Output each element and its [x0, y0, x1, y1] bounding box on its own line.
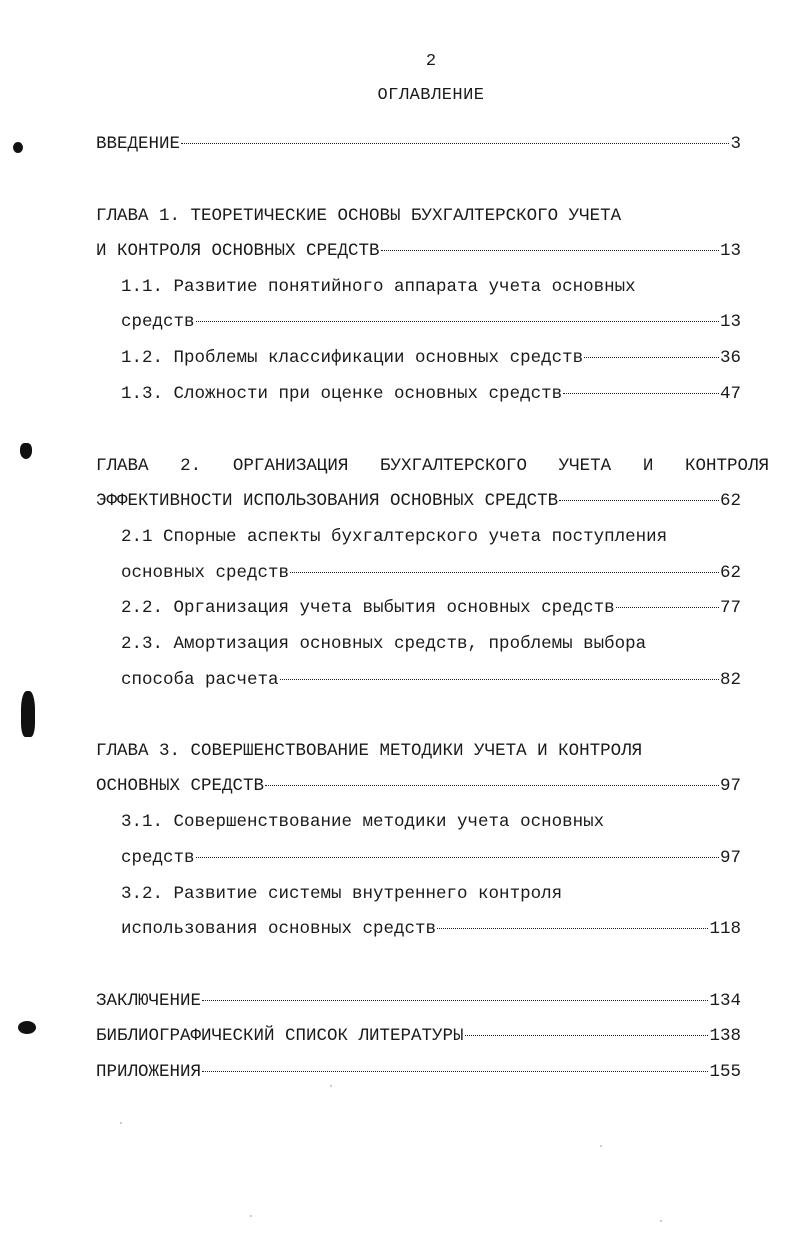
toc-leader-dots [202, 1071, 708, 1072]
scan-speck [330, 1085, 332, 1087]
toc-page-number: 13 [719, 312, 741, 332]
toc-leader-dots [381, 250, 719, 251]
toc-leader-dots [290, 572, 719, 573]
toc-entry-text: основных средств [121, 563, 290, 583]
toc-leader-dots [437, 928, 708, 929]
toc-entry-chapter-1 [96, 240, 741, 262]
section-2-3-line-1: 2.3. Амортизация основных средств, проблемы выбора [121, 634, 647, 654]
toc-leader-dots [280, 679, 719, 680]
scan-spot [20, 443, 32, 459]
toc-entry-section-2-3 [121, 669, 741, 691]
toc-page-number: 134 [709, 991, 741, 1011]
toc-entry-chapter-3 [96, 775, 741, 797]
toc-entry-section-1-1 [121, 311, 741, 333]
toc-entry-text: 1.3. Сложности при оценке основных средств [121, 384, 563, 404]
toc-entry-text: ЗАКЛЮЧЕНИЕ [96, 991, 202, 1011]
toc-entry-text: средств [121, 312, 195, 332]
toc-page-number: 82 [719, 670, 741, 690]
chapter-3-heading-line-1: ГЛАВА 3. СОВЕРШЕНСТВОВАНИЕ МЕТОДИКИ УЧЕТА И КОНТРОЛЯ [96, 741, 643, 761]
toc-leader-dots [584, 357, 719, 358]
toc-entry-text: И КОНТРОЛЯ ОСНОВНЫХ СРЕДСТВ [96, 241, 380, 261]
toc-entry-text: ОСНОВНЫХ СРЕДСТВ [96, 776, 265, 796]
toc-entry-bibliography [96, 1025, 741, 1047]
scan-speck [250, 1215, 252, 1217]
toc-leader-dots [265, 785, 719, 786]
toc-entry-section-2-2 [121, 597, 741, 619]
toc-leader-dots [563, 393, 719, 394]
scan-speck [600, 1145, 602, 1147]
toc-entry-text: БИБЛИОГРАФИЧЕСКИЙ СПИСОК ЛИТЕРАТУРЫ [96, 1026, 464, 1046]
toc-entry-text: ВВЕДЕНИЕ [96, 134, 181, 154]
toc-entry-text: ЭФФЕКТИВНОСТИ ИСПОЛЬЗОВАНИЯ ОСНОВНЫХ СРЕДСТВ [96, 491, 559, 511]
toc-entry-text: способа расчета [121, 670, 279, 690]
heading-word: ОРГАНИЗАЦИЯ [232, 456, 349, 476]
chapter-2-heading-line-1 [96, 455, 769, 477]
toc-leader-dots [202, 1000, 708, 1001]
scan-spot [13, 142, 23, 153]
toc-entry-introduction [96, 133, 741, 155]
toc-entry-appendix [96, 1061, 741, 1083]
toc-leader-dots [181, 143, 729, 144]
scan-spot [18, 1021, 36, 1034]
toc-entry-text: использования основных средств [121, 919, 437, 939]
toc-page-number: 36 [719, 348, 741, 368]
toc-page-number: 47 [719, 384, 741, 404]
toc-page-number: 62 [719, 563, 741, 583]
toc-leader-dots [196, 857, 719, 858]
toc-entry-section-3-1 [121, 847, 741, 869]
toc-entry-chapter-2 [96, 490, 741, 512]
toc-page-number: 62 [719, 491, 741, 511]
toc-page-number: 138 [709, 1026, 741, 1046]
toc-leader-dots [465, 1035, 709, 1036]
toc-entry-text: 1.2. Проблемы классификации основных средств [121, 348, 584, 368]
toc-entry-text: средств [121, 848, 195, 868]
toc-page-number: 97 [719, 776, 741, 796]
toc-page-number: 155 [709, 1062, 741, 1082]
chapter-1-heading-line-1: ГЛАВА 1. ТЕОРЕТИЧЕСКИЕ ОСНОВЫ БУХГАЛТЕРСКОГО УЧЕТА [96, 206, 622, 226]
toc-entry-text: 2.2. Организация учета выбытия основных средств [121, 598, 615, 618]
page-number: 2 [425, 52, 437, 71]
toc-page-number: 77 [719, 598, 741, 618]
toc-entry-conclusion [96, 990, 741, 1012]
toc-leader-dots [616, 607, 719, 608]
heading-word: БУХГАЛТЕРСКОГО [379, 456, 528, 476]
section-3-1-line-1: 3.1. Совершенствование методики учета основных [121, 812, 605, 832]
heading-word: ГЛАВА [96, 456, 149, 476]
toc-leader-dots [196, 321, 719, 322]
section-2-1-line-1: 2.1 Спорные аспекты бухгалтерского учета поступления [121, 527, 668, 547]
scan-spot [21, 691, 35, 737]
toc-entry-section-1-3 [121, 383, 741, 405]
toc-page-number: 118 [709, 919, 741, 939]
page-title: ОГЛАВЛЕНИЕ [377, 86, 485, 105]
toc-entry-text: ПРИЛОЖЕНИЯ [96, 1062, 202, 1082]
scan-speck [660, 1220, 662, 1222]
toc-entry-section-3-2 [121, 918, 741, 940]
toc-page-number: 13 [719, 241, 741, 261]
toc-entry-section-2-1 [121, 562, 741, 584]
toc-leader-dots [559, 500, 719, 501]
heading-word: КОНТРОЛЯ [684, 456, 769, 476]
heading-word: 2. [180, 456, 202, 476]
heading-word: И [642, 456, 654, 476]
toc-page-number: 97 [719, 848, 741, 868]
scan-speck [120, 1122, 122, 1124]
section-1-1-line-1: 1.1. Развитие понятийного аппарата учета основных [121, 277, 636, 297]
toc-entry-section-1-2 [121, 347, 741, 369]
heading-word: УЧЕТА [558, 456, 612, 476]
section-3-2-line-1: 3.2. Развитие системы внутреннего контроля [121, 884, 563, 904]
toc-page-number: 3 [730, 134, 741, 154]
